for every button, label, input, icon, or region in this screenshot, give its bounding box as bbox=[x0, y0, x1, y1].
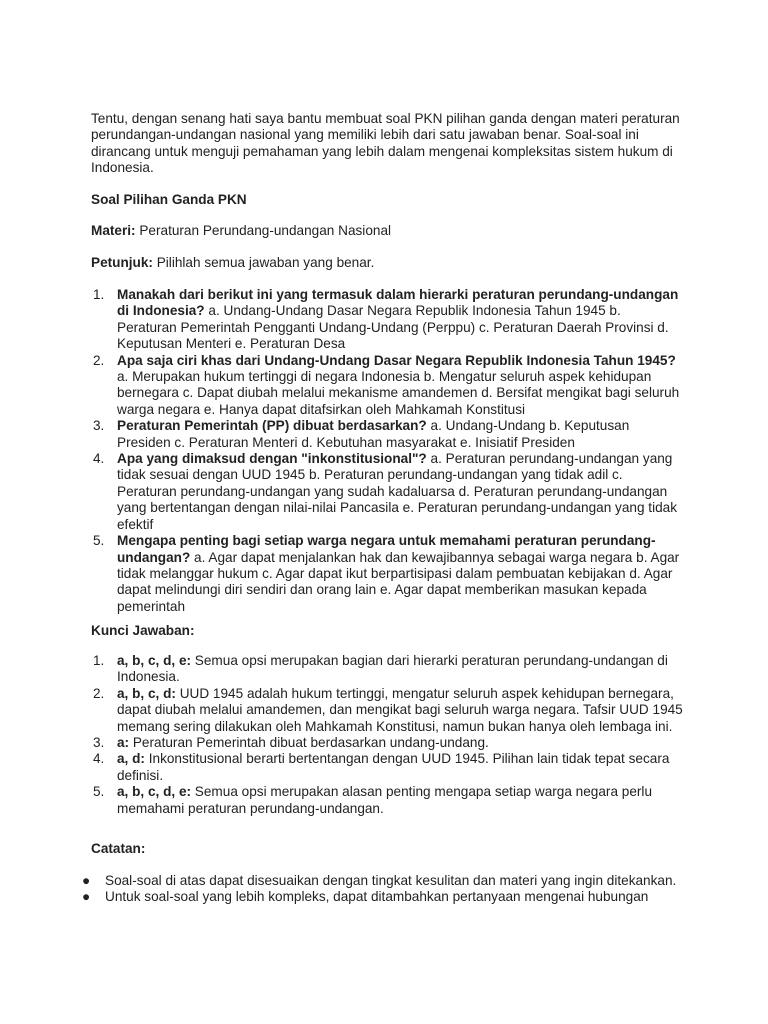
petunjuk-line bbox=[91, 255, 683, 271]
intro-paragraph: Tentu, dengan senang hati saya bantu membuat soal PKN pilihan ganda dengan materi peraturan perundangan-undangan nasional yang memiliki lebih dari satu jawaban benar. Soal-soal ini dirancang untuk menguji pemahaman yang lebih dalam mengenai kompleksitas sistem hukum di Indonesia. bbox=[91, 111, 680, 176]
question-item bbox=[91, 353, 683, 419]
petunjuk-label: Petunjuk: bbox=[91, 255, 153, 270]
answer-item bbox=[91, 784, 683, 817]
answer-key: a, b, c, d, e: bbox=[117, 653, 192, 668]
petunjuk-text: Pilihlah semua jawaban yang benar. bbox=[152, 255, 375, 270]
answer-text: UUD 1945 adalah hukum tertinggi, mengatur seluruh aspek kehidupan bernegara, dapat diubah melalui amandemen, dan mengikat bagi seluruh warga negara. Tafsir UUD 1945 memang sering dilakukan oleh Mahkamah Konstitusi, namun bukan hanya oleh lembaga ini. bbox=[117, 685, 683, 734]
question-number: 2. bbox=[93, 352, 105, 368]
answer-text: Inkonstitusional berarti bertentangan dengan UUD 1945. Pilihan lain tidak tepat secara definisi. bbox=[117, 751, 670, 783]
bullet-icon: ● bbox=[82, 873, 91, 888]
answer-text: Peraturan Pemerintah dibuat berdasarkan undang-undang. bbox=[129, 735, 489, 751]
notes-heading: Catatan: bbox=[91, 841, 146, 856]
question-text: Peraturan Pemerintah (PP) dibuat berdasarkan? bbox=[117, 418, 427, 434]
note-item bbox=[80, 889, 684, 905]
question-options: a. Merupakan hukum tertinggi di negara Indonesia b. Mengatur seluruh aspek kehidupan bernegara c. Dapat diubah melalui mekanisme amandemen d. Bersifat mengikat bagi seluruh warga negara e. Hanya dapat ditafsirkan oleh Mahkamah Konstitusi bbox=[117, 369, 680, 417]
question-number: 3. bbox=[93, 418, 105, 434]
question-item bbox=[91, 533, 683, 615]
note-text: Soal-soal di atas dapat disesuaikan dengan tingkat kesulitan dan materi yang ingin ditekankan. bbox=[105, 873, 677, 888]
answer-key: a: bbox=[117, 735, 130, 751]
answer-key: a, b, c, d: bbox=[117, 685, 176, 701]
answer-number: 2. bbox=[93, 685, 105, 701]
question-text: Apa yang dimaksud dengan "inkonstitusional"? bbox=[117, 451, 427, 467]
question-options: a. Undang-Undang b. Keputusan Presiden c. Peraturan Menteri d. Kebutuhan masyarakat e. Inisiatif Presiden bbox=[117, 418, 630, 450]
answer-number: 5. bbox=[93, 784, 105, 800]
question-number: 4. bbox=[93, 451, 105, 467]
question-item bbox=[91, 451, 683, 533]
question-options: a. Agar dapat menjalankan hak dan kewajibannya sebagai warga negara b. Agar tidak melanggar hukum c. Agar dapat ikut berpartisipasi dalam pembuatan kebijakan d. Agar dapat melindungi diri sendiri dan orang lain e. Agar dapat memberikan masukan kepada pemerintah bbox=[117, 549, 680, 614]
materi-text: Peraturan Perundang-undangan Nasional bbox=[135, 223, 392, 238]
materi-line bbox=[91, 223, 683, 239]
answer-number: 1. bbox=[93, 653, 105, 668]
answer-item bbox=[91, 751, 683, 784]
note-text: Untuk soal-soal yang lebih kompleks, dapat ditambahkan pertanyaan mengenai hubungan bbox=[105, 889, 649, 905]
answer-key-list bbox=[91, 653, 683, 817]
answer-item bbox=[91, 653, 683, 686]
question-item bbox=[91, 418, 683, 451]
question-text: Apa saja ciri khas dari Undang-Undang Dasar Negara Republik Indonesia Tahun 1945? bbox=[117, 352, 676, 368]
answer-number: 3. bbox=[93, 735, 105, 751]
document-title: Soal Pilihan Ganda PKN bbox=[91, 192, 247, 207]
question-list bbox=[91, 287, 683, 615]
question-text: Mengapa penting bagi setiap warga negara untuk memahami peraturan perundang-undangan? bbox=[117, 533, 656, 565]
bullet-icon: ● bbox=[82, 889, 91, 905]
answer-key: a, d: bbox=[117, 751, 145, 767]
question-text: Manakah dari berikut ini yang termasuk dalam hierarki peraturan perundang-undangan di Indonesia? bbox=[117, 287, 679, 319]
answer-item bbox=[91, 735, 683, 751]
answer-text: Semua opsi merupakan alasan penting mengapa setiap warga negara perlu memahami peraturan perundang-undangan. bbox=[117, 784, 653, 816]
question-number: 1. bbox=[93, 287, 105, 302]
answer-number: 4. bbox=[93, 751, 105, 767]
question-options: a. Peraturan perundang-undangan yang tidak sesuai dengan UUD 1945 b. Peraturan perundang-undangan yang tidak adil c. Peraturan perundang-undangan yang sudah kadaluarsa d. Peraturan perundang-undangan yang bertentangan dengan nilai-nilai Pancasila e. Peraturan perundang-undangan yang tidak efektif bbox=[117, 451, 678, 532]
question-options: a. Undang-Undang Dasar Negara Republik Indonesia Tahun 1945 b. Peraturan Pemerintah Pengganti Undang-Undang (Perppu) c. Peraturan Daerah Provinsi d. Keputusan Menteri e. Peraturan Desa bbox=[117, 303, 669, 352]
answer-text: Semua opsi merupakan bagian dari hierarki peraturan perundang-undangan di Indonesia. bbox=[117, 653, 668, 685]
question-number: 5. bbox=[93, 533, 105, 549]
materi-label: Materi: bbox=[91, 223, 136, 238]
note-item bbox=[80, 873, 684, 889]
answer-item bbox=[91, 686, 683, 735]
question-item bbox=[91, 287, 683, 353]
answer-key: a, b, c, d, e: bbox=[117, 784, 192, 800]
notes-list bbox=[80, 873, 684, 906]
answer-key-heading: Kunci Jawaban: bbox=[91, 623, 195, 638]
